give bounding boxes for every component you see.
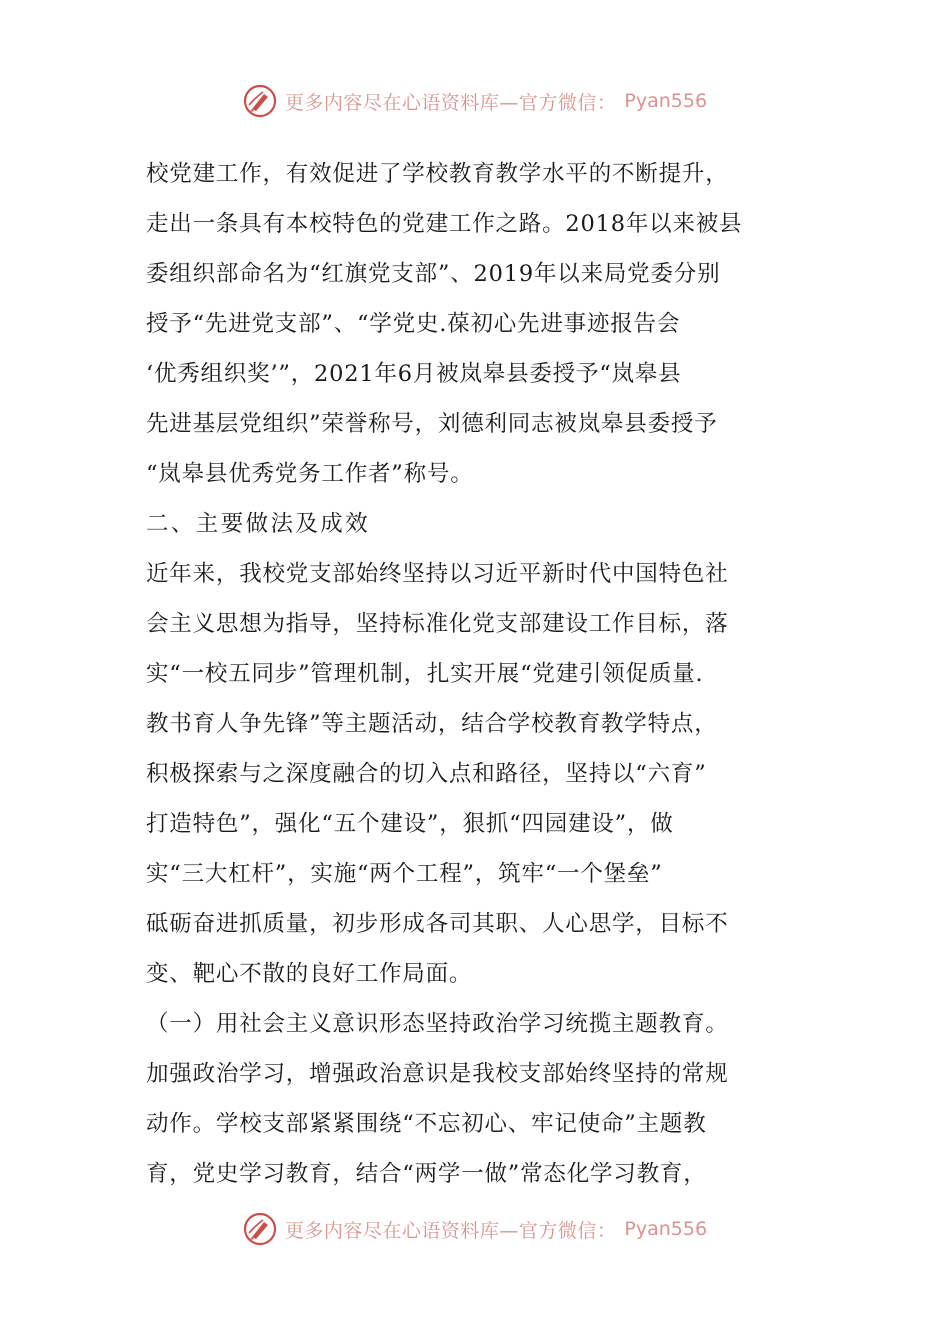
body-line-3: 委组织部命名为“红旗党支部”、2019年以来局党委分别 (146, 261, 721, 287)
body-line-20: 动作。学校支部紧紧围绕“不忘初心、牢记使命”主题教 (146, 1111, 707, 1137)
body-line-19: 加强政治学习，增强政治意识是我校支部始终坚持的常规 (146, 1061, 729, 1087)
pen-nib-logo-icon (243, 1212, 277, 1246)
body-line-10: 会主义思想为指导，坚持标准化党支部建设工作目标，落 (146, 611, 729, 637)
body-line-7: “岚皋县优秀党务工作者”称号。 (146, 461, 474, 487)
watermark-text: 更多内容尽在心语资料库—官方微信： (284, 91, 617, 114)
body-line-11: 实“一校五同步”管理机制，扎实开展“党建引领促质量. (146, 661, 704, 687)
body-line-4: 授予“先进党支部”、“学党史.葆初心先进事迹报告会 (146, 311, 681, 337)
watermark-handle: Pyan556 (624, 1218, 708, 1240)
body-line-14: 打造特色”，强化“五个建设”，狠抓“四园建设”，做 (146, 811, 674, 837)
watermark-handle: Pyan556 (624, 90, 708, 112)
subsection-heading: （一）用社会主义意识形态坚持政治学习统揽主题教育。 (146, 1011, 729, 1037)
body-line-13: 积极探索与之深度融合的切入点和路径，坚持以“六育” (146, 761, 707, 787)
body-line-9: 近年来，我校党支部始终坚持以习近平新时代中国特色社 (146, 561, 729, 587)
footer-watermark (0, 1212, 950, 1246)
body-line-1: 校党建工作，有效促进了学校教育教学水平的不断提升， (146, 161, 729, 187)
body-line-16: 砥砺奋进抓质量，初步形成各司其职、人心思学，目标不 (146, 911, 729, 937)
body-line-2: 走出一条具有本校特色的党建工作之路。2018年以来被县 (146, 211, 743, 237)
body-line-21: 育，党史学习教育，结合“两学一做”常态化学习教育， (146, 1161, 707, 1187)
body-line-5: ‘优秀组织奖’”，2021年6月被岚皋县委授予“岚皋县 (146, 361, 682, 387)
document-body (146, 149, 806, 1199)
watermark-text: 更多内容尽在心语资料库—官方微信： (284, 1219, 617, 1242)
header-watermark (0, 84, 950, 118)
pen-nib-logo-icon (243, 84, 277, 118)
body-line-17: 变、靶心不散的良好工作局面。 (146, 961, 473, 987)
body-line-15: 实“三大杠杆”，实施“两个工程”，筑牢“一个堡垒” (146, 861, 663, 887)
body-line-12: 教书育人争先锋”等主题活动，结合学校教育教学特点， (146, 711, 718, 737)
section-heading: 二、主要做法及成效 (146, 511, 371, 537)
body-line-6: 先进基层党组织”荣誉称号，刘德利同志被岚皋县委授予 (146, 411, 718, 437)
